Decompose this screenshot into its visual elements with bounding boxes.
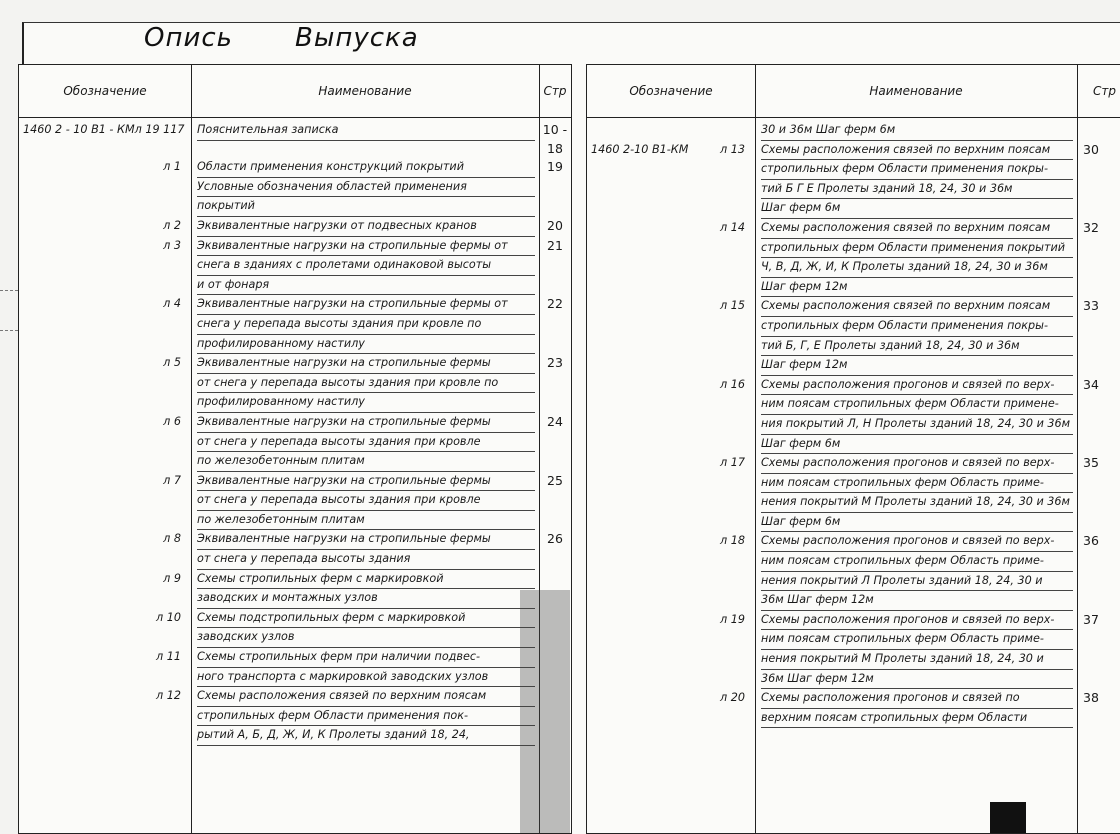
- title-line: ния покрытий Л, Н Пролеты зданий 18, 24, 30 и 36м: [761, 415, 1073, 435]
- row-page: 20: [547, 217, 563, 233]
- row-title: [755, 532, 1077, 610]
- table-row: [19, 472, 571, 531]
- title-line: верхним поясам стропильных ферм Области: [761, 709, 1073, 729]
- table-row: [19, 217, 571, 237]
- header-name: Наименование: [755, 65, 1077, 118]
- row-title: [755, 219, 1077, 297]
- sheet-number: л 10: [156, 610, 181, 624]
- table-row: [19, 687, 571, 746]
- sheet-number: л 3: [163, 238, 181, 252]
- title-line: Схемы расположения связей по верхним поясам: [761, 141, 1073, 161]
- sheet-number: л 1: [163, 160, 181, 174]
- row-title: [191, 687, 539, 746]
- row-title: [191, 413, 539, 472]
- title-line: Схемы расположения прогонов и связей по: [761, 689, 1073, 709]
- row-page: 30: [1083, 141, 1099, 157]
- document-code: 1460 2 - 10 В1 - КМ: [23, 123, 135, 136]
- row-page: 35: [1083, 455, 1099, 471]
- title-line: от снега у перепада высоты здания: [197, 550, 535, 570]
- title-line: ного транспорта с маркировкой заводских узлов: [197, 668, 535, 688]
- row-title: [755, 121, 1077, 141]
- title-line: Эквивалентные нагрузки на стропильные фермы: [197, 354, 535, 374]
- row-page: 22: [547, 296, 563, 312]
- title-line: Схемы расположения прогонов и связей по верх-: [761, 532, 1073, 552]
- table-row: [19, 121, 571, 158]
- row-designation: [587, 376, 755, 395]
- title-line: ним поясам стропильных ферм Область приме-: [761, 552, 1073, 572]
- sheet-number: л 6: [163, 414, 181, 428]
- title-line: от снега у перепада высоты здания при кровле: [197, 433, 535, 453]
- row-designation: [19, 472, 191, 491]
- title-line: от снега у перепада высоты здания при кровле по: [197, 374, 535, 394]
- row-designation: [19, 609, 191, 628]
- contents-table-left: [18, 64, 572, 834]
- title-line: снега в зданиях с пролетами одинаковой высоты: [197, 256, 535, 276]
- row-designation: [19, 237, 191, 256]
- table-row: [19, 354, 571, 413]
- row-title: [191, 609, 539, 648]
- title-line: Пояснительная записка: [197, 121, 535, 141]
- title-line: Шаг ферм 12м: [761, 356, 1073, 376]
- title-line: Схемы расположения прогонов и связей по верх-: [761, 454, 1073, 474]
- document-code: 1460 2-10 В1-КМ: [591, 142, 689, 156]
- title-line: по железобетонным плитам: [197, 511, 535, 531]
- row-page: 19: [547, 159, 563, 175]
- title-line: от снега у перепада высоты здания при кровле: [197, 491, 535, 511]
- row-page: 10 - 18: [542, 122, 568, 156]
- title-line: тий Б Г Е Пролеты зданий 18, 24, 30 и 36м: [761, 180, 1073, 200]
- title-line: Схемы подстропильных ферм с маркировкой: [197, 609, 535, 629]
- table-row: [587, 611, 1120, 689]
- header-page: Стр: [1077, 65, 1120, 118]
- title-line: профилированному настилу: [197, 393, 535, 413]
- title-line: рытий А, Б, Д, Ж, И, К Пролеты зданий 18, 24,: [197, 726, 535, 746]
- title-line: и от фонаря: [197, 276, 535, 296]
- sheet-number: л 14: [720, 220, 745, 234]
- title-line: Схемы расположения прогонов и связей по верх-: [761, 376, 1073, 396]
- sheet-number: л 13: [720, 142, 745, 156]
- table-body: [587, 121, 1120, 728]
- table-row: [587, 454, 1120, 532]
- row-designation: [19, 687, 191, 706]
- title-line: нения покрытий М Пролеты зданий 18, 24, 30 и: [761, 650, 1073, 670]
- title-line: Эквивалентные нагрузки на стропильные фермы от: [197, 237, 535, 257]
- title-line: Схемы стропильных ферм с маркировкой: [197, 570, 535, 590]
- sheet-number: л 16: [720, 377, 745, 391]
- title-line: стропильных ферм Области применения покры-: [761, 317, 1073, 337]
- title-word-2: Выпуска: [294, 23, 419, 53]
- sheet-number: л 5: [163, 356, 181, 370]
- sheet-number: л 18: [720, 534, 745, 548]
- sheet-number: л 19: [720, 612, 745, 626]
- row-page: 24: [547, 413, 563, 429]
- row-title: [191, 472, 539, 531]
- scan-guide-line: [0, 290, 18, 291]
- title-line: Шаг ферм 6м: [761, 435, 1073, 455]
- sheet-number: л 19 117: [134, 123, 185, 136]
- sheet-number: л 9: [163, 571, 181, 585]
- row-title: [191, 121, 539, 141]
- row-title: [755, 297, 1077, 375]
- row-title: [755, 141, 1077, 219]
- table-body: [19, 121, 571, 746]
- title-line: заводских узлов: [197, 628, 535, 648]
- row-title: [191, 530, 539, 569]
- title-line: стропильных ферм Области применения покры-: [761, 160, 1073, 180]
- contents-table-right: [586, 64, 1120, 834]
- title-line: 36м Шаг ферм 12м: [761, 670, 1073, 690]
- table-row: [19, 530, 571, 569]
- row-designation: [587, 532, 755, 551]
- title-line: Эквивалентные нагрузки на стропильные фермы: [197, 472, 535, 492]
- table-row: [19, 648, 571, 687]
- title-line: Схемы расположения связей по верхним поясам: [197, 687, 535, 707]
- row-title: [191, 354, 539, 413]
- title-line: Эквивалентные нагрузки на стропильные фермы: [197, 530, 535, 550]
- title-line: Схемы расположения связей по верхним поясам: [761, 297, 1073, 317]
- table-row: [587, 219, 1120, 297]
- sheet-number: л 20: [720, 691, 745, 705]
- row-designation: [19, 158, 191, 177]
- row-title: [755, 376, 1077, 454]
- table-row: [587, 121, 1120, 141]
- title-line: Шаг ферм 6м: [761, 513, 1073, 533]
- title-line: Шаг ферм 12м: [761, 278, 1073, 298]
- header-name: Наименование: [191, 65, 539, 118]
- title-line: профилированному настилу: [197, 335, 535, 355]
- row-title: [191, 648, 539, 687]
- table-row: [19, 413, 571, 472]
- title-line: тий Б, Г, Е Пролеты зданий 18, 24, 30 и 36м: [761, 337, 1073, 357]
- sheet-number: л 2: [163, 218, 181, 232]
- row-title: [755, 689, 1077, 728]
- row-designation: [587, 689, 755, 708]
- table-row: [587, 141, 1120, 219]
- header-designation: Обозначение: [587, 65, 755, 118]
- page-title: [144, 23, 481, 53]
- row-title: [191, 295, 539, 354]
- row-page: 34: [1083, 376, 1099, 392]
- row-designation: [19, 295, 191, 314]
- table-row: [587, 689, 1120, 728]
- row-page: 25: [547, 472, 563, 488]
- row-designation: [19, 648, 191, 667]
- row-title: [755, 454, 1077, 532]
- title-line: Схемы расположения связей по верхним поясам: [761, 219, 1073, 239]
- row-title: [191, 158, 539, 217]
- sheet-number: л 17: [720, 456, 745, 470]
- row-designation: [19, 121, 191, 140]
- row-title: [191, 237, 539, 296]
- title-line: ним поясам стропильных ферм Область приме-: [761, 474, 1073, 494]
- sheet-number: л 11: [156, 650, 181, 664]
- row-title: [755, 611, 1077, 689]
- row-page: 23: [547, 355, 563, 371]
- table-row: [19, 237, 571, 296]
- table-row: [587, 376, 1120, 454]
- table-row: [587, 532, 1120, 610]
- row-designation: [587, 454, 755, 473]
- title-line: заводских и монтажных узлов: [197, 589, 535, 609]
- scan-stain: [520, 590, 570, 833]
- table-row: [587, 297, 1120, 375]
- header-designation: Обозначение: [19, 65, 191, 118]
- row-designation: [19, 530, 191, 549]
- row-page: 38: [1083, 690, 1099, 706]
- row-page: 26: [547, 531, 563, 547]
- row-designation: [587, 297, 755, 316]
- table-row: [19, 295, 571, 354]
- title-line: Условные обозначения областей применения: [197, 178, 535, 198]
- row-page: 33: [1083, 298, 1099, 314]
- row-page: 32: [1083, 219, 1099, 235]
- title-line: по железобетонным плитам: [197, 452, 535, 472]
- scan-guide-line: [0, 330, 18, 331]
- sheet-number: л 8: [163, 532, 181, 546]
- sheet-number: л 7: [163, 473, 181, 487]
- title-line: нения покрытий М Пролеты зданий 18, 24, 30 и 36м: [761, 493, 1073, 513]
- title-line: Схемы расположения прогонов и связей по верх-: [761, 611, 1073, 631]
- table-row: [19, 570, 571, 609]
- sheet-number: л 4: [163, 297, 181, 311]
- scan-blot: [990, 802, 1026, 833]
- title-line: Эквивалентные нагрузки на стропильные фермы от: [197, 295, 535, 315]
- title-line: стропильных ферм Области применения пок-: [197, 707, 535, 727]
- table-row: [19, 158, 571, 217]
- table-row: [19, 609, 571, 648]
- row-designation: [587, 219, 755, 238]
- title-line: 30 и 36м Шаг ферм 6м: [761, 121, 1073, 141]
- title-line: Шаг ферм 6м: [761, 199, 1073, 219]
- title-line: снега у перепада высоты здания при кровле по: [197, 315, 535, 335]
- title-line: Области применения конструкций покрытий: [197, 158, 535, 178]
- row-designation: [19, 570, 191, 589]
- row-title: [191, 217, 539, 237]
- title-line: Схемы стропильных ферм при наличии подвес-: [197, 648, 535, 668]
- title-line: Ч, В, Д, Ж, И, К Пролеты зданий 18, 24, 30 и 36м: [761, 258, 1073, 278]
- row-designation: [19, 217, 191, 236]
- row-designation: [587, 141, 755, 160]
- title-line: Эквивалентные нагрузки от подвесных кранов: [197, 217, 535, 237]
- row-page: 36: [1083, 533, 1099, 549]
- title-line: нения покрытий Л Пролеты зданий 18, 24, 30 и: [761, 572, 1073, 592]
- sheet-number: л 15: [720, 299, 745, 313]
- row-title: [191, 570, 539, 609]
- title-line: ним поясам стропильных ферм Области примене-: [761, 395, 1073, 415]
- title-line: покрытий: [197, 197, 535, 217]
- title-line: стропильных ферм Области применения покрытий: [761, 239, 1073, 259]
- row-designation: [19, 354, 191, 373]
- row-page: 21: [547, 237, 563, 253]
- row-designation: [587, 611, 755, 630]
- sheet-number: л 12: [156, 689, 181, 703]
- row-page: 37: [1083, 611, 1099, 627]
- row-designation: [19, 413, 191, 432]
- title-line: 36м Шаг ферм 12м: [761, 591, 1073, 611]
- title-line: Эквивалентные нагрузки на стропильные фермы: [197, 413, 535, 433]
- title-word-1: Опись: [144, 23, 233, 53]
- title-line: ним поясам стропильных ферм Область приме-: [761, 630, 1073, 650]
- header-page: Стр: [539, 65, 571, 118]
